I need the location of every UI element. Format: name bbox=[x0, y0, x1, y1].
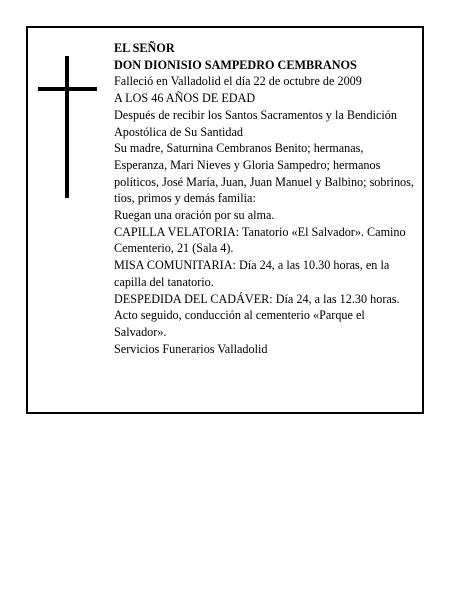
notice-text bbox=[114, 40, 418, 357]
death-date-line: Falleció en Valladolid el día 22 de octubre de 2009 bbox=[114, 74, 362, 89]
cross-icon bbox=[38, 56, 100, 198]
sacraments-line: Después de recibir los Santos Sacramentos y la Bendición Apostólica de Su Santidad bbox=[114, 107, 397, 139]
notice-heading: EL SEÑOR bbox=[114, 41, 175, 55]
mass-info: MISA COMUNITARIA: Día 24, a las 10.30 horas, en la capilla del tanatorio. bbox=[114, 258, 390, 289]
cross-vertical-bar bbox=[65, 56, 69, 198]
age-line: A LOS 46 AÑOS DE EDAD bbox=[114, 91, 256, 106]
funeral-service-name: Servicios Funerarios Valladolid bbox=[114, 341, 268, 356]
prayer-request: Ruegan una oración por su alma. bbox=[114, 208, 275, 223]
cross-horizontal-bar bbox=[38, 87, 97, 91]
wake-chapel-info: CAPILLA VELATORIA: Tanatorio «El Salvador». Camino Cementerio, 21 (Sala 4). bbox=[114, 224, 406, 256]
family-line: Su madre, Saturnina Cembranos Benito; hermanas, Esperanza, Mari Nieves y Gloria Sampedro; hermanos políticos, José María, Juan, Juan Manuel y Balbino; sobrinos, tíos, primos y demás familia: bbox=[114, 141, 414, 206]
farewell-info: DESPEDIDA DEL CADÁVER: Día 24, a las 12.30 horas. Acto seguido, conducción al cementerio «Parque el Salvador». bbox=[114, 291, 400, 339]
deceased-name: DON DIONISIO SAMPEDRO CEMBRANOS bbox=[114, 57, 357, 72]
death-notice bbox=[26, 26, 424, 414]
